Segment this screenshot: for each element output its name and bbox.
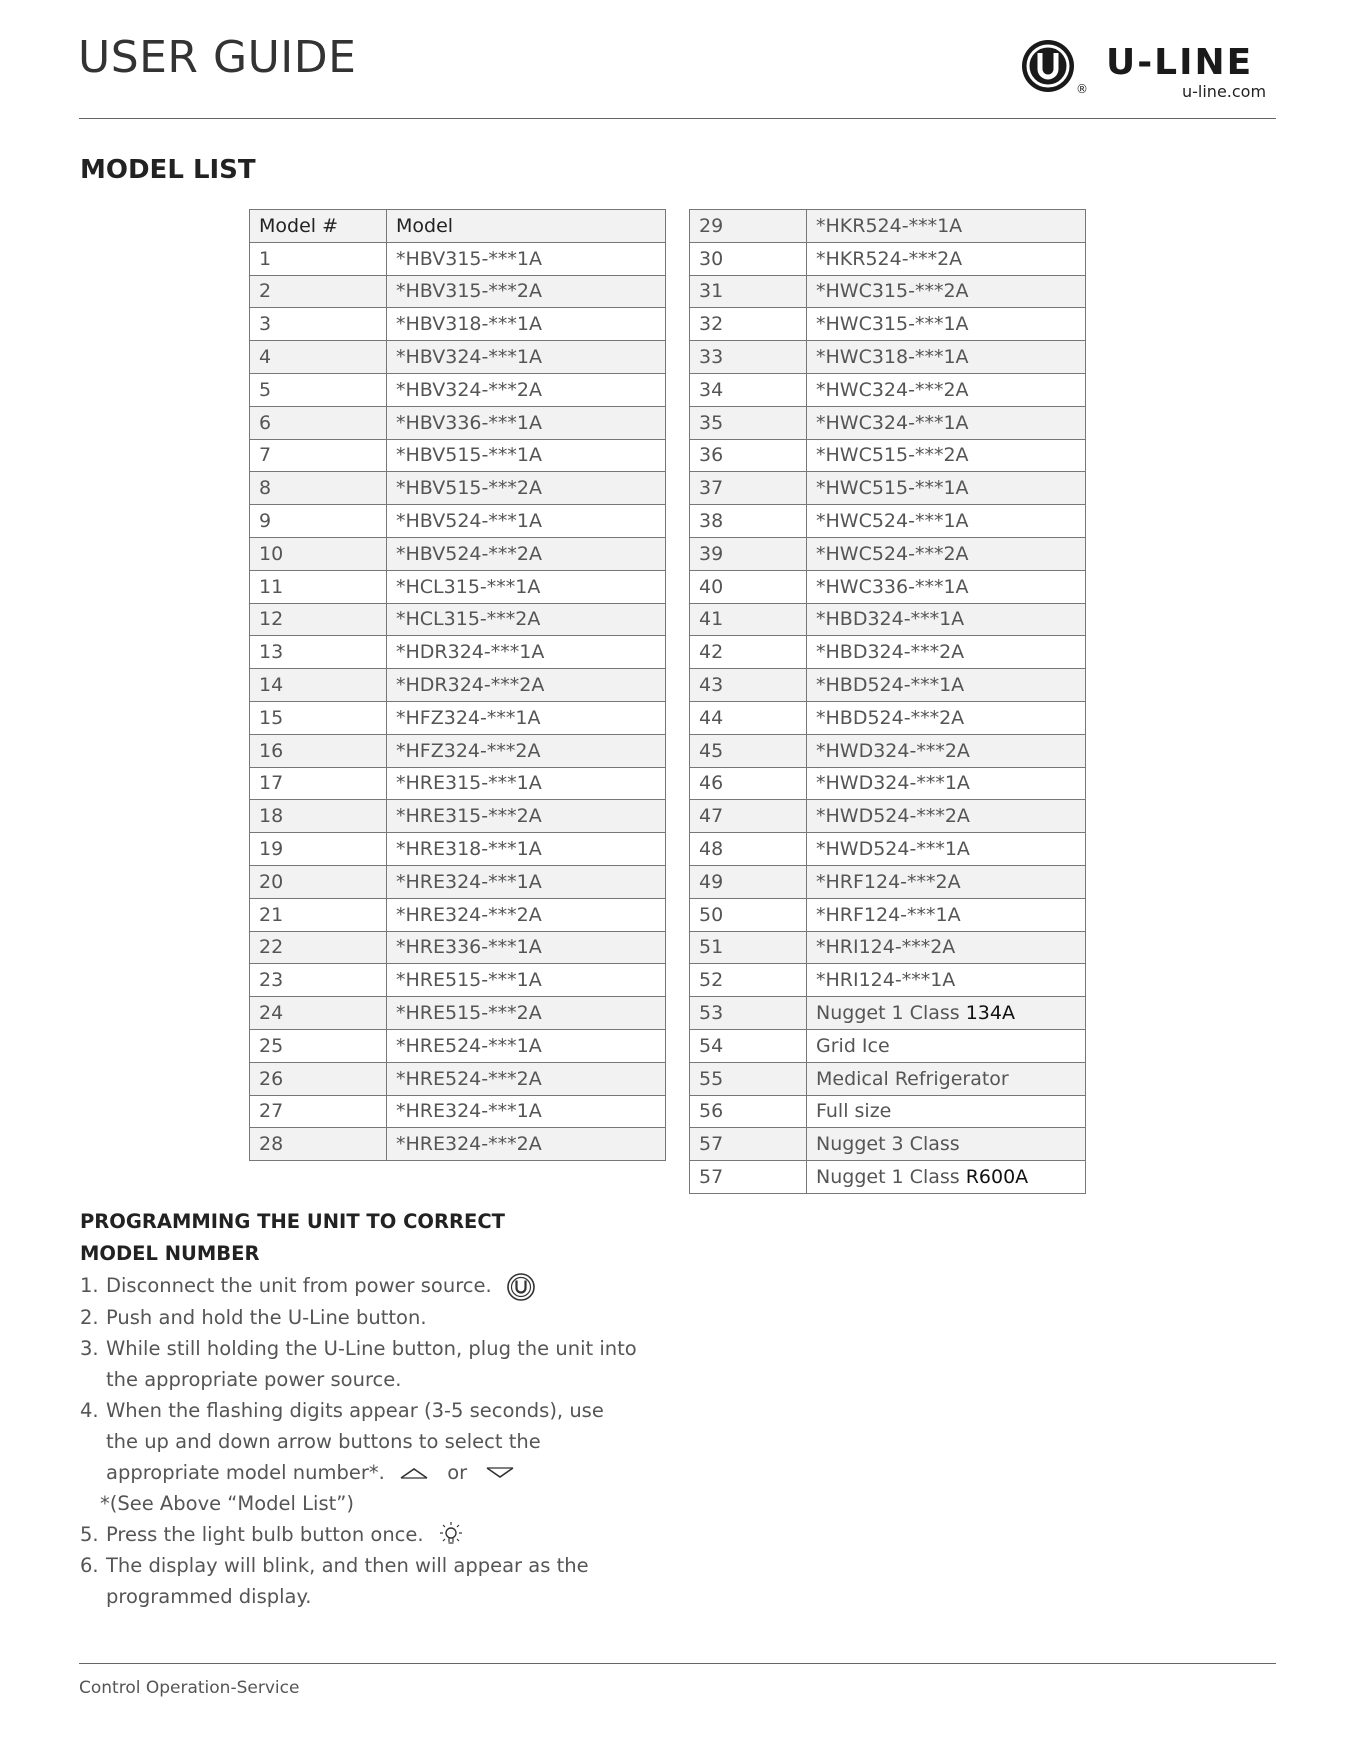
model-name: *HBV315-***2A xyxy=(396,280,542,303)
model-name-cell xyxy=(387,767,666,800)
model-name: *HRE515-***2A xyxy=(396,1002,542,1025)
model-name-cell xyxy=(807,373,1086,406)
model-name: *HBD324-***1A xyxy=(816,608,965,631)
column-header-model: Model xyxy=(387,210,666,243)
model-name-cell xyxy=(387,800,666,833)
model-name: *HRE324-***2A xyxy=(396,1133,542,1156)
model-number-cell: 3 xyxy=(250,308,387,341)
table-row xyxy=(690,275,1086,308)
model-name: *HDR324-***2A xyxy=(396,674,545,697)
brand-name: U-LINE xyxy=(1106,42,1254,83)
table-row xyxy=(690,865,1086,898)
table-row xyxy=(690,373,1086,406)
registered-mark: ® xyxy=(1076,82,1088,96)
model-number-cell: 15 xyxy=(250,701,387,734)
model-name: *HBV515-***1A xyxy=(396,444,542,467)
table-row xyxy=(690,505,1086,538)
model-name: *HKR524-***1A xyxy=(816,214,963,237)
table-row xyxy=(250,767,666,800)
table-row xyxy=(250,603,666,636)
step-5 xyxy=(80,1519,640,1551)
model-number-cell: 23 xyxy=(250,964,387,997)
model-name-cell xyxy=(807,800,1086,833)
model-number-cell: 1 xyxy=(250,242,387,275)
model-name-cell xyxy=(807,537,1086,570)
model-name: Medical Refrigerator xyxy=(816,1067,1009,1090)
model-name-cell xyxy=(387,1029,666,1062)
model-number-cell: 4 xyxy=(250,341,387,374)
model-name-cell xyxy=(387,865,666,898)
table-row xyxy=(250,1062,666,1095)
table-row xyxy=(250,931,666,964)
step-text: When the flashing digits appear (3-5 seconds), use the up and down arrow buttons to select the appropriate model number*. xyxy=(106,1398,604,1484)
model-name: *HBV324-***1A xyxy=(396,346,542,369)
model-name: *HWC524-***2A xyxy=(816,542,969,565)
brand-logo xyxy=(1020,36,1280,106)
model-name-cell xyxy=(807,669,1086,702)
table-row xyxy=(690,242,1086,275)
light-bulb-icon xyxy=(436,1520,466,1550)
model-name: *HRE524-***1A xyxy=(396,1034,542,1057)
model-number-cell: 26 xyxy=(250,1062,387,1095)
model-name-cell xyxy=(387,603,666,636)
step-text: The display will blink, and then will appear as the programmed display. xyxy=(106,1554,589,1608)
table-row xyxy=(690,767,1086,800)
model-name-cell xyxy=(387,833,666,866)
model-name: *HRE324-***2A xyxy=(396,903,542,926)
model-name-cell xyxy=(387,341,666,374)
model-name: *HBD324-***2A xyxy=(816,641,965,664)
table-row xyxy=(250,898,666,931)
model-name-cell xyxy=(387,669,666,702)
table-row xyxy=(250,1029,666,1062)
model-name: *HBD524-***1A xyxy=(816,674,965,697)
model-refrigerant: 134A xyxy=(965,1002,1015,1025)
brand-url: u-line.com xyxy=(1182,82,1267,101)
model-table-right xyxy=(689,209,1086,1194)
model-number-cell: 33 xyxy=(690,341,807,374)
table-row xyxy=(250,505,666,538)
model-name-cell xyxy=(387,406,666,439)
model-number-cell: 7 xyxy=(250,439,387,472)
model-name: *HFZ324-***1A xyxy=(396,706,541,729)
model-number-cell: 36 xyxy=(690,439,807,472)
model-name-cell xyxy=(807,1029,1086,1062)
model-name: *HRF124-***1A xyxy=(816,903,961,926)
model-name-cell xyxy=(807,210,1086,243)
table-row xyxy=(690,1161,1086,1194)
model-name-cell xyxy=(807,734,1086,767)
table-row xyxy=(250,833,666,866)
table-row xyxy=(250,406,666,439)
model-name: *HBV336-***1A xyxy=(396,411,542,434)
model-name-cell xyxy=(807,570,1086,603)
footer-divider xyxy=(79,1663,1276,1664)
model-name: *HCL315-***2A xyxy=(396,608,541,631)
table-row xyxy=(250,308,666,341)
model-number-cell: 51 xyxy=(690,931,807,964)
model-number-cell: 5 xyxy=(250,373,387,406)
table-row xyxy=(690,734,1086,767)
table-row xyxy=(690,603,1086,636)
model-name: *HWD324-***2A xyxy=(816,739,970,762)
model-name: Nugget 1 Class xyxy=(816,1166,966,1188)
model-name: *HRE318-***1A xyxy=(396,838,542,861)
model-table-left xyxy=(249,209,666,1161)
table-row xyxy=(690,701,1086,734)
model-name: *HCL315-***1A xyxy=(396,575,541,598)
model-name: *HWC524-***1A xyxy=(816,510,969,533)
model-name: Nugget 3 Class xyxy=(816,1133,960,1156)
step-text: Disconnect the unit from power source. xyxy=(106,1274,492,1297)
step-note: *(See Above “Model List”) xyxy=(100,1491,354,1515)
model-name-cell xyxy=(387,275,666,308)
table-row xyxy=(250,734,666,767)
model-name-cell xyxy=(807,439,1086,472)
model-name-cell xyxy=(807,308,1086,341)
model-name-cell xyxy=(387,636,666,669)
model-number-cell: 55 xyxy=(690,1062,807,1095)
table-row xyxy=(690,1095,1086,1128)
model-name-cell xyxy=(807,833,1086,866)
model-name: *HBV524-***1A xyxy=(396,510,542,533)
table-row xyxy=(250,865,666,898)
model-number-cell: 44 xyxy=(690,701,807,734)
table-row xyxy=(690,210,1086,243)
model-number-cell: 34 xyxy=(690,373,807,406)
model-name: *HRE315-***2A xyxy=(396,805,542,828)
table-row xyxy=(250,964,666,997)
step-number: 2. xyxy=(80,1305,99,1329)
programming-heading-line1: PROGRAMMING THE UNIT TO CORRECT xyxy=(80,1210,505,1233)
model-name: *HWC515-***1A xyxy=(816,477,969,500)
model-number-cell: 56 xyxy=(690,1095,807,1128)
model-number-cell: 22 xyxy=(250,931,387,964)
model-name-cell xyxy=(807,1161,1086,1194)
model-name-cell xyxy=(807,964,1086,997)
model-name: *HRE336-***1A xyxy=(396,936,542,959)
model-number-cell: 27 xyxy=(250,1095,387,1128)
table-row xyxy=(690,800,1086,833)
column-header-model-number: Model # xyxy=(250,210,387,243)
model-name-cell xyxy=(807,275,1086,308)
step-1 xyxy=(80,1270,640,1302)
table-row xyxy=(690,997,1086,1030)
table-row xyxy=(690,1062,1086,1095)
model-name-cell xyxy=(807,997,1086,1030)
model-name: *HKR524-***2A xyxy=(816,247,963,270)
model-name-cell xyxy=(387,964,666,997)
header-title: USER GUIDE xyxy=(78,32,357,83)
model-number-cell: 57 xyxy=(690,1161,807,1194)
model-number-cell: 8 xyxy=(250,472,387,505)
model-number-cell: 38 xyxy=(690,505,807,538)
table-row xyxy=(250,275,666,308)
table-row xyxy=(250,669,666,702)
model-number-cell: 49 xyxy=(690,865,807,898)
table-row xyxy=(690,570,1086,603)
model-number-cell: 20 xyxy=(250,865,387,898)
model-number-cell: 10 xyxy=(250,537,387,570)
model-number-cell: 6 xyxy=(250,406,387,439)
model-name: *HWC315-***2A xyxy=(816,280,969,303)
model-name-cell xyxy=(807,931,1086,964)
model-name-cell xyxy=(387,242,666,275)
model-name-cell xyxy=(807,1128,1086,1161)
uline-logo-icon xyxy=(1020,38,1076,94)
model-refrigerant: R600A xyxy=(965,1166,1029,1188)
table-row xyxy=(250,636,666,669)
model-name-cell xyxy=(807,1095,1086,1128)
model-number-cell: 13 xyxy=(250,636,387,669)
model-name-cell xyxy=(387,472,666,505)
model-name: *HRI124-***1A xyxy=(816,969,956,992)
table-row xyxy=(690,308,1086,341)
model-name-cell xyxy=(387,931,666,964)
table-row xyxy=(250,341,666,374)
step-2 xyxy=(80,1302,640,1333)
table-row xyxy=(690,636,1086,669)
table-row xyxy=(250,800,666,833)
model-number-cell: 37 xyxy=(690,472,807,505)
model-name: *HWC318-***1A xyxy=(816,346,969,369)
model-number-cell: 41 xyxy=(690,603,807,636)
step-3 xyxy=(80,1333,640,1395)
model-name-cell xyxy=(807,1062,1086,1095)
table-row xyxy=(690,898,1086,931)
model-name: *HBV515-***2A xyxy=(396,477,542,500)
table-row xyxy=(690,472,1086,505)
model-name-cell xyxy=(807,505,1086,538)
model-name: *HWD524-***2A xyxy=(816,805,970,828)
model-number-cell: 32 xyxy=(690,308,807,341)
model-name: Nugget 1 Class xyxy=(816,1002,966,1025)
model-name-cell xyxy=(807,341,1086,374)
model-name-cell xyxy=(387,308,666,341)
table-row xyxy=(690,1128,1086,1161)
table-row xyxy=(690,341,1086,374)
model-name: *HRE324-***1A xyxy=(396,1100,542,1123)
programming-heading-line2: MODEL NUMBER xyxy=(80,1242,260,1265)
model-number-cell: 30 xyxy=(690,242,807,275)
model-number-cell: 28 xyxy=(250,1128,387,1161)
model-number-cell: 40 xyxy=(690,570,807,603)
table-row xyxy=(690,439,1086,472)
model-number-cell: 57 xyxy=(690,1128,807,1161)
model-name-cell xyxy=(387,997,666,1030)
model-name: *HFZ324-***2A xyxy=(396,739,541,762)
table-row xyxy=(250,1128,666,1161)
model-number-cell: 17 xyxy=(250,767,387,800)
model-number-cell: 42 xyxy=(690,636,807,669)
model-number-cell: 47 xyxy=(690,800,807,833)
model-name: *HWC324-***1A xyxy=(816,411,969,434)
model-name-cell xyxy=(807,242,1086,275)
table-row xyxy=(690,406,1086,439)
model-name: *HWC315-***1A xyxy=(816,313,969,336)
model-number-cell: 54 xyxy=(690,1029,807,1062)
model-number-cell: 48 xyxy=(690,833,807,866)
model-name-cell xyxy=(387,505,666,538)
model-name: *HBV524-***2A xyxy=(396,542,542,565)
model-number-cell: 16 xyxy=(250,734,387,767)
model-number-cell: 53 xyxy=(690,997,807,1030)
model-number-cell: 43 xyxy=(690,669,807,702)
model-number-cell: 2 xyxy=(250,275,387,308)
uline-power-button-icon xyxy=(506,1272,536,1302)
step-6 xyxy=(80,1550,640,1612)
step-number: 3. xyxy=(80,1336,99,1360)
model-number-cell: 14 xyxy=(250,669,387,702)
step-number: 6. xyxy=(80,1554,99,1577)
table-header-row xyxy=(250,210,666,243)
table-row xyxy=(250,373,666,406)
model-number-cell: 29 xyxy=(690,210,807,243)
model-name: *HWC336-***1A xyxy=(816,575,969,598)
model-number-cell: 11 xyxy=(250,570,387,603)
model-name-cell xyxy=(387,537,666,570)
model-name-cell xyxy=(807,898,1086,931)
model-number-cell: 35 xyxy=(690,406,807,439)
programming-heading xyxy=(80,1206,640,1270)
footer-text: Control Operation-Service xyxy=(79,1678,300,1698)
model-name: *HWD324-***1A xyxy=(816,772,970,795)
model-name-cell xyxy=(807,767,1086,800)
table-row xyxy=(250,701,666,734)
model-name: Full size xyxy=(816,1100,892,1123)
step-text: Push and hold the U-Line button. xyxy=(106,1305,427,1329)
table-row xyxy=(690,1029,1086,1062)
table-row xyxy=(690,931,1086,964)
model-name: Grid Ice xyxy=(816,1034,890,1057)
model-number-cell: 21 xyxy=(250,898,387,931)
step-text: While still holding the U-Line button, plug the unit into the appropriate power source. xyxy=(106,1336,637,1391)
up-arrow-icon xyxy=(397,1465,431,1481)
model-number-cell: 9 xyxy=(250,505,387,538)
table-row xyxy=(250,439,666,472)
programming-section xyxy=(80,1206,640,1612)
table-row xyxy=(690,833,1086,866)
model-name: *HRF124-***2A xyxy=(816,870,961,893)
programming-steps xyxy=(80,1270,640,1612)
or-text: or xyxy=(447,1460,468,1484)
model-name: *HWC515-***2A xyxy=(816,444,969,467)
model-name-cell xyxy=(387,439,666,472)
model-name-cell xyxy=(387,701,666,734)
model-name: *HDR324-***1A xyxy=(396,641,545,664)
table-row xyxy=(250,1095,666,1128)
header-divider xyxy=(79,118,1276,119)
step-4 xyxy=(80,1395,640,1519)
model-name-cell xyxy=(807,701,1086,734)
model-name: *HRE324-***1A xyxy=(396,870,542,893)
table-row xyxy=(690,537,1086,570)
model-name: *HWD524-***1A xyxy=(816,838,970,861)
model-number-cell: 19 xyxy=(250,833,387,866)
model-name-cell xyxy=(387,1128,666,1161)
model-name-cell xyxy=(807,636,1086,669)
model-number-cell: 31 xyxy=(690,275,807,308)
model-name: *HRE515-***1A xyxy=(396,969,542,992)
step-number: 1. xyxy=(80,1274,99,1297)
model-name-cell xyxy=(807,406,1086,439)
table-row xyxy=(690,964,1086,997)
step-number: 4. xyxy=(80,1398,99,1422)
model-name-cell xyxy=(387,373,666,406)
model-name: *HBV318-***1A xyxy=(396,313,542,336)
model-name-cell xyxy=(807,472,1086,505)
step-text: Press the light bulb button once. xyxy=(106,1522,424,1546)
table-row xyxy=(250,242,666,275)
model-number-cell: 50 xyxy=(690,898,807,931)
table-row xyxy=(690,669,1086,702)
model-name: *HBD524-***2A xyxy=(816,706,965,729)
model-number-cell: 39 xyxy=(690,537,807,570)
model-number-cell: 12 xyxy=(250,603,387,636)
model-name: *HRE524-***2A xyxy=(396,1067,542,1090)
model-number-cell: 25 xyxy=(250,1029,387,1062)
model-name-cell xyxy=(807,865,1086,898)
model-name-cell xyxy=(387,1095,666,1128)
model-name-cell xyxy=(387,898,666,931)
table-row xyxy=(250,997,666,1030)
model-name-cell xyxy=(807,603,1086,636)
model-number-cell: 24 xyxy=(250,997,387,1030)
model-name: *HWC324-***2A xyxy=(816,378,969,401)
model-number-cell: 46 xyxy=(690,767,807,800)
down-arrow-icon xyxy=(483,1465,517,1481)
model-name: *HBV315-***1A xyxy=(396,247,542,270)
model-name-cell xyxy=(387,1062,666,1095)
model-name-cell xyxy=(387,570,666,603)
table-row xyxy=(250,537,666,570)
model-name: *HRI124-***2A xyxy=(816,936,956,959)
model-number-cell: 45 xyxy=(690,734,807,767)
table-row xyxy=(250,570,666,603)
step-number: 5. xyxy=(80,1522,99,1546)
model-name: *HRE315-***1A xyxy=(396,772,542,795)
model-name-cell xyxy=(387,734,666,767)
section-title: MODEL LIST xyxy=(80,155,256,185)
table-row xyxy=(250,472,666,505)
model-name: *HBV324-***2A xyxy=(396,378,542,401)
model-number-cell: 52 xyxy=(690,964,807,997)
model-number-cell: 18 xyxy=(250,800,387,833)
